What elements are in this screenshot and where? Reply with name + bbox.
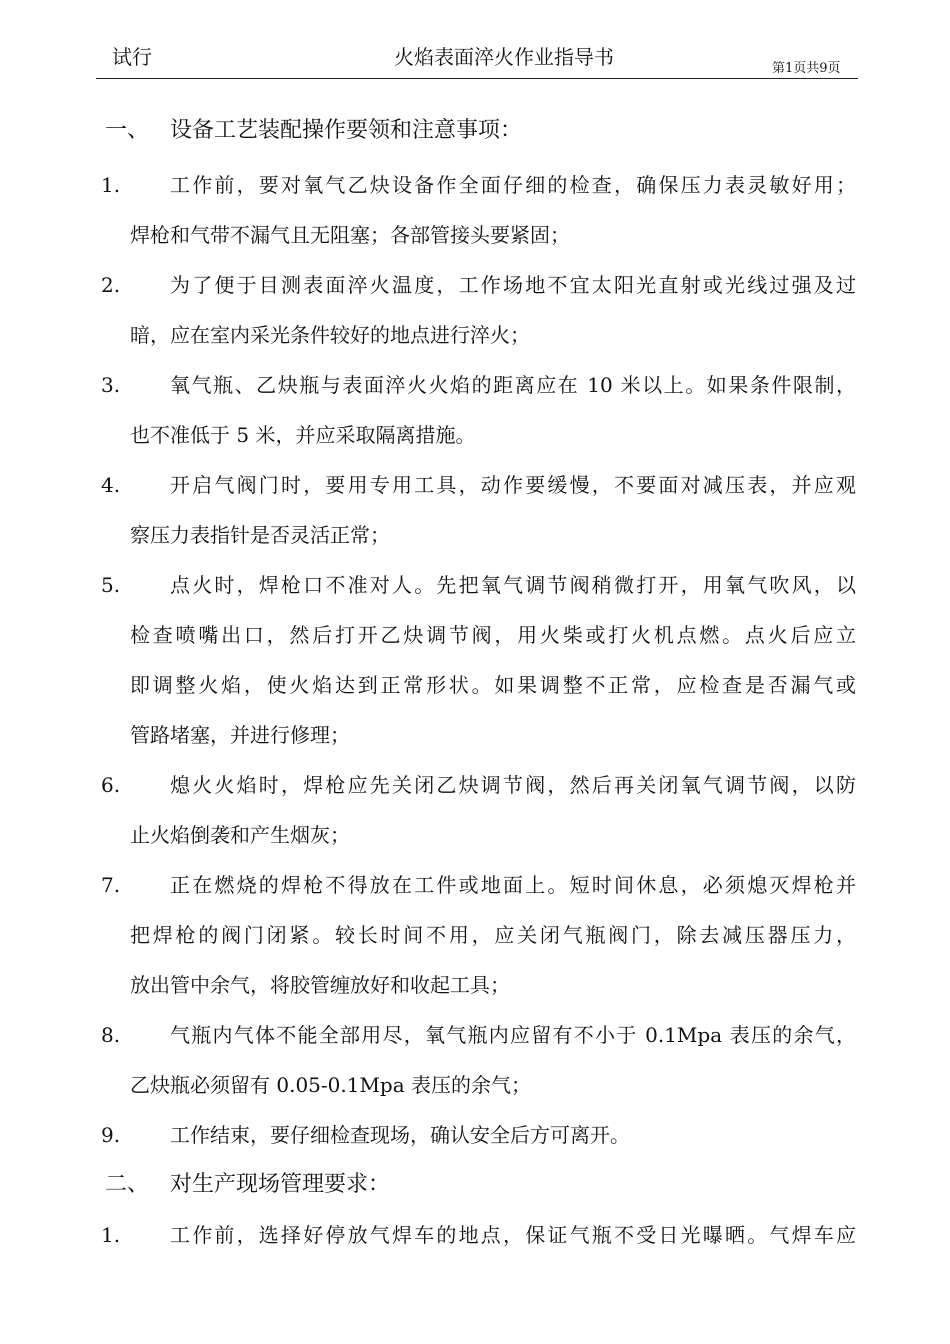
item-text-line: 开启气阀门时，要用专用工具，动作要缓慢，不要面对减压表，并应观 — [170, 473, 856, 497]
item-text-line: 把焊枪的阀门闭紧。较长时间不用，应关闭气瓶阀门，除去减压器压力， — [130, 923, 856, 947]
section-number: 二、 — [105, 1172, 150, 1197]
item-text-line: 工作结束，要仔细检查现场，确认安全后方可离开。 — [170, 1123, 630, 1147]
item-number: 1. — [101, 1223, 121, 1247]
item-number: 6. — [101, 773, 121, 797]
item-text-line: 察压力表指针是否灵活正常； — [130, 523, 390, 547]
document-title: 火焰表面淬火作业指导书 — [394, 45, 614, 69]
section-number: 一、 — [105, 118, 150, 143]
item-number: 2. — [101, 273, 121, 297]
list-item-continuation — [0, 970, 950, 1020]
list-item — [0, 470, 950, 520]
item-number: 7. — [101, 873, 121, 897]
list-item-continuation — [0, 520, 950, 570]
list-item — [0, 870, 950, 920]
item-text-line: 乙炔瓶必须留有 0.05-0.1Mpa 表压的余气； — [130, 1073, 532, 1097]
item-text-line: 暗，应在室内采光条件较好的地点进行淬火； — [130, 323, 530, 347]
list-item-continuation — [0, 670, 950, 720]
section-heading-1 — [0, 116, 950, 166]
list-item-continuation — [0, 920, 950, 970]
item-text-line: 即调整火焰，使火焰达到正常形状。如果调整不正常，应检查是否漏气或 — [130, 673, 856, 697]
list-item — [0, 270, 950, 320]
item-text-line: 工作前，要对氧气乙炔设备作全面仔细的检查，确保压力表灵敏好用； — [170, 173, 856, 197]
list-item-continuation — [0, 420, 950, 470]
item-text-line: 点火时，焊枪口不准对人。先把氧气调节阀稍微打开，用氧气吹风，以 — [170, 573, 856, 597]
item-number: 8. — [101, 1023, 121, 1047]
list-item — [0, 1220, 950, 1270]
list-item-continuation — [0, 1070, 950, 1120]
item-text-line: 止火焰倒袭和产生烟灰； — [130, 823, 350, 847]
list-item — [0, 170, 950, 220]
item-number: 5. — [101, 573, 121, 597]
item-text-line: 正在燃烧的焊枪不得放在工件或地面上。短时间休息，必须熄灭焊枪并 — [170, 873, 856, 897]
section-title: 对生产现场管理要求： — [170, 1172, 391, 1197]
list-item-continuation — [0, 620, 950, 670]
item-text-line: 为了便于目测表面淬火温度，工作场地不宜太阳光直射或光线过强及过 — [170, 273, 856, 297]
header-status-label: 试行 — [112, 45, 152, 69]
item-text-line: 管路堵塞，并进行修理； — [130, 723, 350, 747]
list-item — [0, 1020, 950, 1070]
list-item-continuation — [0, 320, 950, 370]
list-item — [0, 1120, 950, 1170]
item-text-line: 工作前，选择好停放气焊车的地点，保证气瓶不受日光曝晒。气焊车应 — [170, 1223, 856, 1247]
list-item — [0, 570, 950, 620]
list-item — [0, 770, 950, 820]
item-text-line: 放出管中余气，将胶管缠放好和收起工具； — [130, 973, 510, 997]
item-number: 1. — [101, 173, 121, 197]
list-item-continuation — [0, 820, 950, 870]
item-text-line: 气瓶内气体不能全部用尽，氧气瓶内应留有不小于 0.1Mpa 表压的余气， — [170, 1023, 856, 1047]
item-text-line: 检查喷嘴出口，然后打开乙炔调节阀，用火柴或打火机点燃。点火后应立 — [130, 623, 856, 647]
header-divider — [96, 78, 858, 79]
section-title: 设备工艺装配操作要领和注意事项： — [170, 118, 523, 143]
list-item-continuation — [0, 720, 950, 770]
item-text-line: 氧气瓶、乙炔瓶与表面淬火火焰的距离应在 10 米以上。如果条件限制， — [170, 373, 856, 397]
list-item-continuation — [0, 220, 950, 270]
item-number: 9. — [101, 1123, 121, 1147]
item-text-line: 焊枪和气带不漏气且无阻塞；各部管接头要紧固； — [130, 223, 570, 247]
item-text-line: 也不准低于 5 米，并应采取隔离措施。 — [130, 423, 476, 447]
item-number: 4. — [101, 473, 121, 497]
item-text-line: 熄火火焰时，焊枪应先关闭乙炔调节阀，然后再关闭氧气调节阀，以防 — [170, 773, 856, 797]
section-heading-2 — [0, 1170, 950, 1220]
list-item — [0, 370, 950, 420]
page-number: 第1页共9页 — [772, 61, 841, 76]
item-number: 3. — [101, 373, 121, 397]
